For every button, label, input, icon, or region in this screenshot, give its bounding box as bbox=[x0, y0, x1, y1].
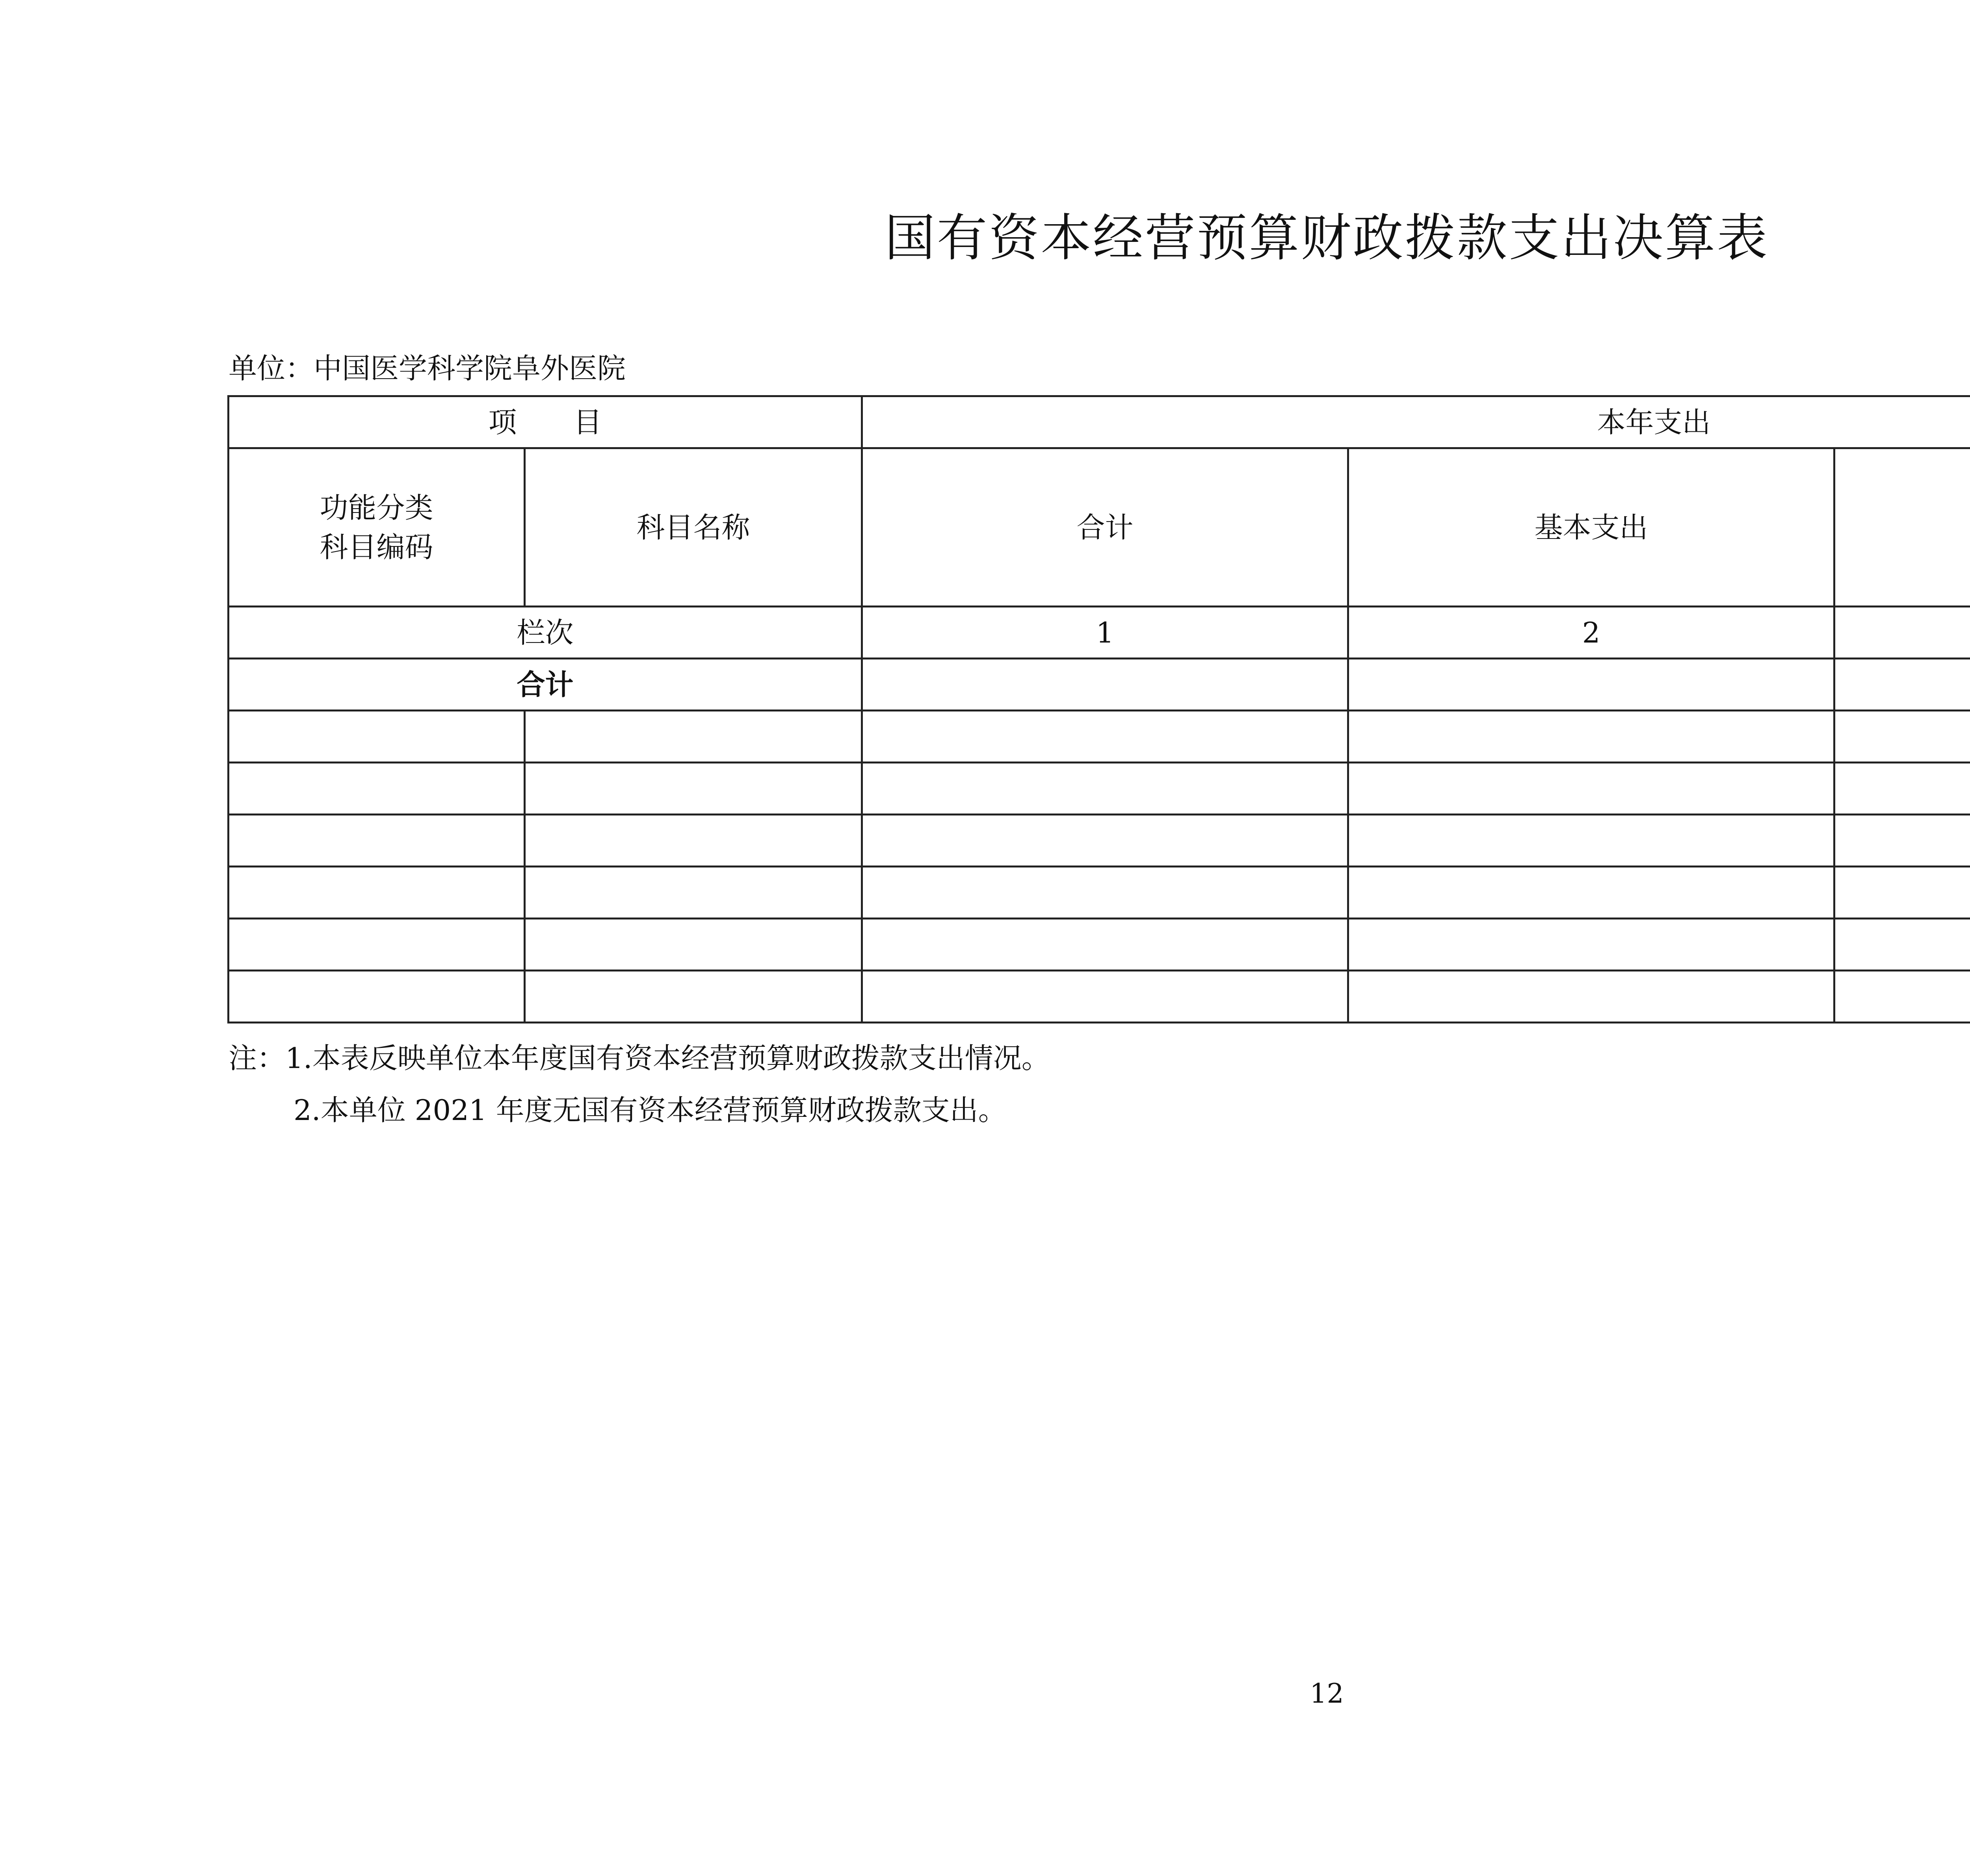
note-1: 注：1.本表反映单位本年度国有资本经营预算财政拨款支出情况。 bbox=[229, 1042, 1050, 1075]
row-total-cell bbox=[862, 659, 1348, 711]
table-header-row bbox=[229, 396, 1970, 448]
table-cell bbox=[1834, 763, 1970, 815]
table-cell bbox=[862, 815, 1348, 867]
table-cell bbox=[1348, 919, 1834, 971]
table-cell bbox=[862, 971, 1348, 1023]
table-cell bbox=[525, 763, 862, 815]
table-row bbox=[229, 815, 1970, 867]
table-cell bbox=[229, 867, 525, 919]
table-cell bbox=[1834, 919, 1970, 971]
table-cell bbox=[525, 919, 862, 971]
table-cell bbox=[862, 867, 1348, 919]
table-cell bbox=[1348, 763, 1834, 815]
header-basic-cell: 基本支出 bbox=[1348, 448, 1834, 607]
table-row bbox=[229, 971, 1970, 1023]
header-this-year-cell: 本年支出 bbox=[862, 396, 1970, 448]
row-total-cell bbox=[1834, 659, 1970, 711]
table-row bbox=[229, 763, 1970, 815]
table-row bbox=[229, 919, 1970, 971]
table-cell bbox=[229, 971, 525, 1023]
row-index-2: 2 bbox=[1348, 607, 1834, 659]
table-row-index bbox=[229, 607, 1970, 659]
table-cell bbox=[525, 711, 862, 763]
table-cell bbox=[1834, 971, 1970, 1023]
table-cell bbox=[1834, 711, 1970, 763]
header-code-line1: 功能分类 bbox=[320, 491, 433, 524]
unit-organization: 单位：中国医学科学院阜外医院 bbox=[229, 352, 626, 385]
header-project-cell bbox=[1834, 448, 1970, 607]
table-cell bbox=[862, 919, 1348, 971]
row-index-label: 栏次 bbox=[229, 607, 862, 659]
table-cell bbox=[1834, 815, 1970, 867]
table-cell bbox=[1348, 867, 1834, 919]
expenditure-table bbox=[227, 395, 1970, 1023]
page-number: 12 bbox=[1310, 1678, 1344, 1709]
row-total-cell bbox=[1348, 659, 1834, 711]
table-subheader-row bbox=[229, 448, 1970, 607]
table-row-total bbox=[229, 659, 1970, 711]
table-cell bbox=[525, 815, 862, 867]
table-cell bbox=[229, 763, 525, 815]
header-total-cell: 合计 bbox=[862, 448, 1348, 607]
row-total-label: 合计 bbox=[229, 659, 862, 711]
table-row bbox=[229, 711, 1970, 763]
table-cell bbox=[1348, 711, 1834, 763]
table-cell bbox=[229, 711, 525, 763]
document-title: 国有资本经营预算财政拨款支出决算表 bbox=[885, 209, 1769, 267]
header-code-cell bbox=[229, 448, 525, 607]
header-item-cell: 项 目 bbox=[229, 396, 862, 448]
table-cell bbox=[1834, 867, 1970, 919]
table-cell bbox=[525, 971, 862, 1023]
header-name-cell: 科目名称 bbox=[525, 448, 862, 607]
table-notes bbox=[229, 1032, 1050, 1136]
table-cell bbox=[1348, 971, 1834, 1023]
table-cell bbox=[229, 815, 525, 867]
table-cell bbox=[1348, 815, 1834, 867]
header-code-line2: 科目编码 bbox=[320, 530, 433, 564]
table-row bbox=[229, 867, 1970, 919]
row-index-1: 1 bbox=[862, 607, 1348, 659]
table-cell bbox=[862, 763, 1348, 815]
note-2: 2.本单位 2021 年度无国有资本经营预算财政拨款支出。 bbox=[294, 1094, 1007, 1127]
table-cell bbox=[525, 867, 862, 919]
row-index-3 bbox=[1834, 607, 1970, 659]
table-cell bbox=[862, 711, 1348, 763]
table-cell bbox=[229, 919, 525, 971]
